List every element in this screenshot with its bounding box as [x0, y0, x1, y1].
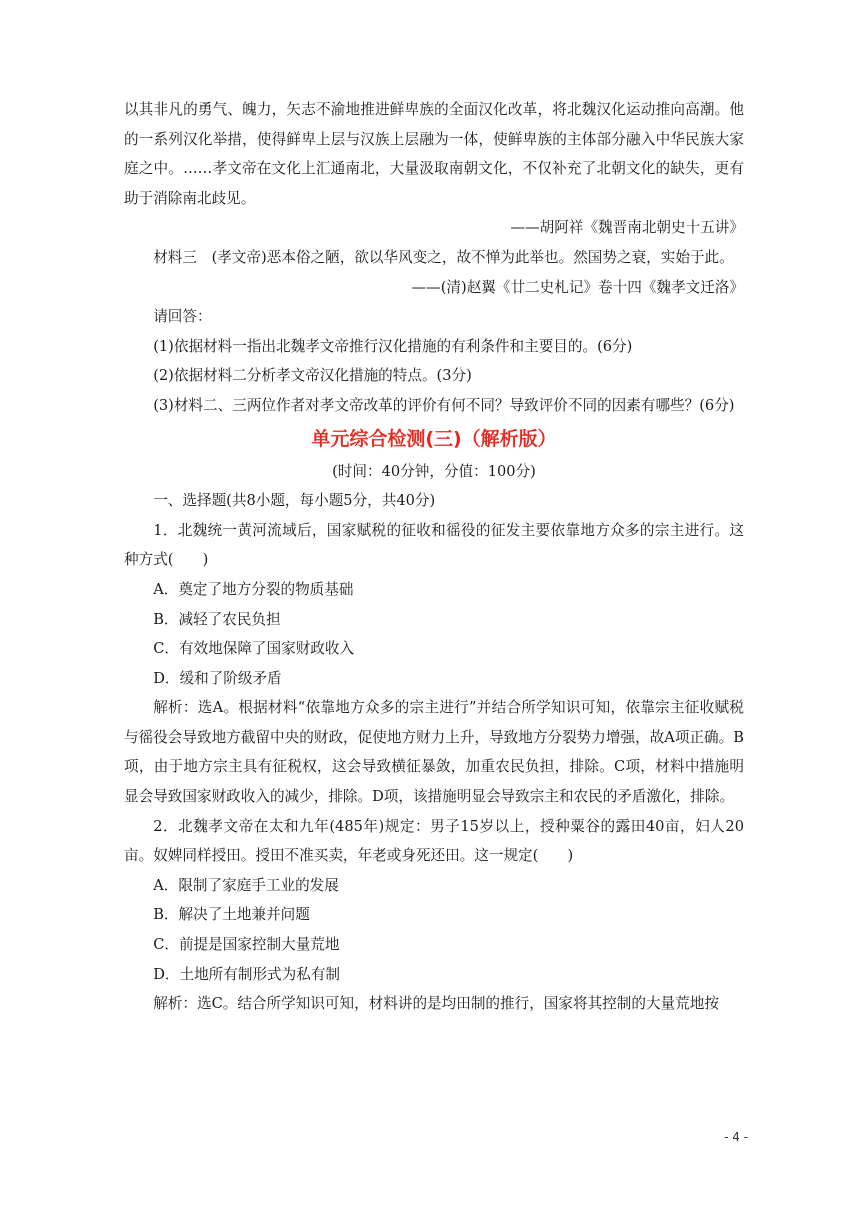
q1-stem: 1．北魏统一黄河流域后，国家赋税的征收和徭役的征发主要依靠地方众多的宗主进行。这种方式( )	[124, 521, 744, 569]
q2-analysis: 解析：选C。结合所学知识可知，材料讲的是均田制的推行，国家将其控制的大量荒地按	[153, 995, 719, 1013]
question-3: (3)材料二、三两位作者对孝文帝改革的评价有何不同？导致评价不同的因素有哪些？(6分)	[153, 396, 735, 414]
part-heading: 一、选择题(共8小题，每小题5分，共40分)	[153, 492, 436, 510]
answer-prompt: 请回答：	[153, 308, 212, 326]
q2-option-d: D．土地所有制形式为私有制	[153, 965, 341, 983]
material3-paragraph: 材料三 (孝文帝)恶本俗之陋，欲以华风变之，故不惮为此举也。然国势之衰，实始于此。	[153, 248, 734, 266]
citation-hu-axiang: ——胡阿祥《魏晋南北朝史十五讲》	[510, 219, 744, 237]
material2-continuation: 以其非凡的勇气、魄力，矢志不渝地推进鲜卑族的全面汉化改革，将北魏汉化运动推向高潮。他的一系列汉化举措，使得鲜卑上层与汉族上层融为一体，使鲜卑族的主体部分融入中华民族大家庭之中。……孝文帝在文化上汇通南北，大量汲取南朝文化，不仅补充了北朝文化的缺失，更有助于消除南北歧见。	[124, 101, 744, 207]
q1-option-a: A．奠定了地方分裂的物质基础	[153, 580, 354, 598]
section-title: 单元综合检测(三)（解析版）	[311, 427, 557, 450]
q1-option-c: C．有效地保障了国家财政收入	[153, 640, 355, 658]
q1-option-b: B．减轻了农民负担	[153, 610, 281, 628]
q2-stem: 2．北魏孝文帝在太和九年(485年)规定：男子15岁以上，授种粟谷的露田40亩，妇人20亩。奴婢同样授田。授田不准买卖，年老或身死还田。这一规定( )	[124, 817, 744, 865]
question-2: (2)依据材料二分析孝文帝汉化措施的特点。(3分)	[153, 367, 472, 385]
q2-option-b: B．解决了土地兼并问题	[153, 906, 310, 924]
q2-option-a: A．限制了家庭手工业的发展	[153, 876, 339, 894]
q1-option-d: D．缓和了阶级矛盾	[153, 669, 282, 687]
page-content	[124, 95, 744, 1019]
q1-analysis: 解析：选A。根据材料“依靠地方众多的宗主进行”并结合所学知识可知，依靠宗主征收赋税与徭役会导致地方截留中央的财政，促使地方财力上升，导致地方分裂势力增强，故A项正确。B项，由于地方宗主具有征税权，这会导致横征暴敛，加重农民负担，排除。C项，材料中措施明显会导致国家财政收入的减少，排除。D项，该措施明显会导致宗主和农民的矛盾激化，排除。	[124, 699, 744, 806]
question-1: (1)依据材料一指出北魏孝文帝推行汉化措施的有利条件和主要目的。(6分)	[153, 337, 633, 355]
q2-option-c: C．前提是国家控制大量荒地	[153, 936, 340, 954]
citation-zhao-yi: ——(清)赵翼《廿二史札记》卷十四《魏孝文迁洛》	[411, 278, 744, 296]
exam-meta: (时间：40分钟，分值：100分)	[332, 462, 536, 480]
page-number: - 4 -	[724, 1130, 748, 1144]
